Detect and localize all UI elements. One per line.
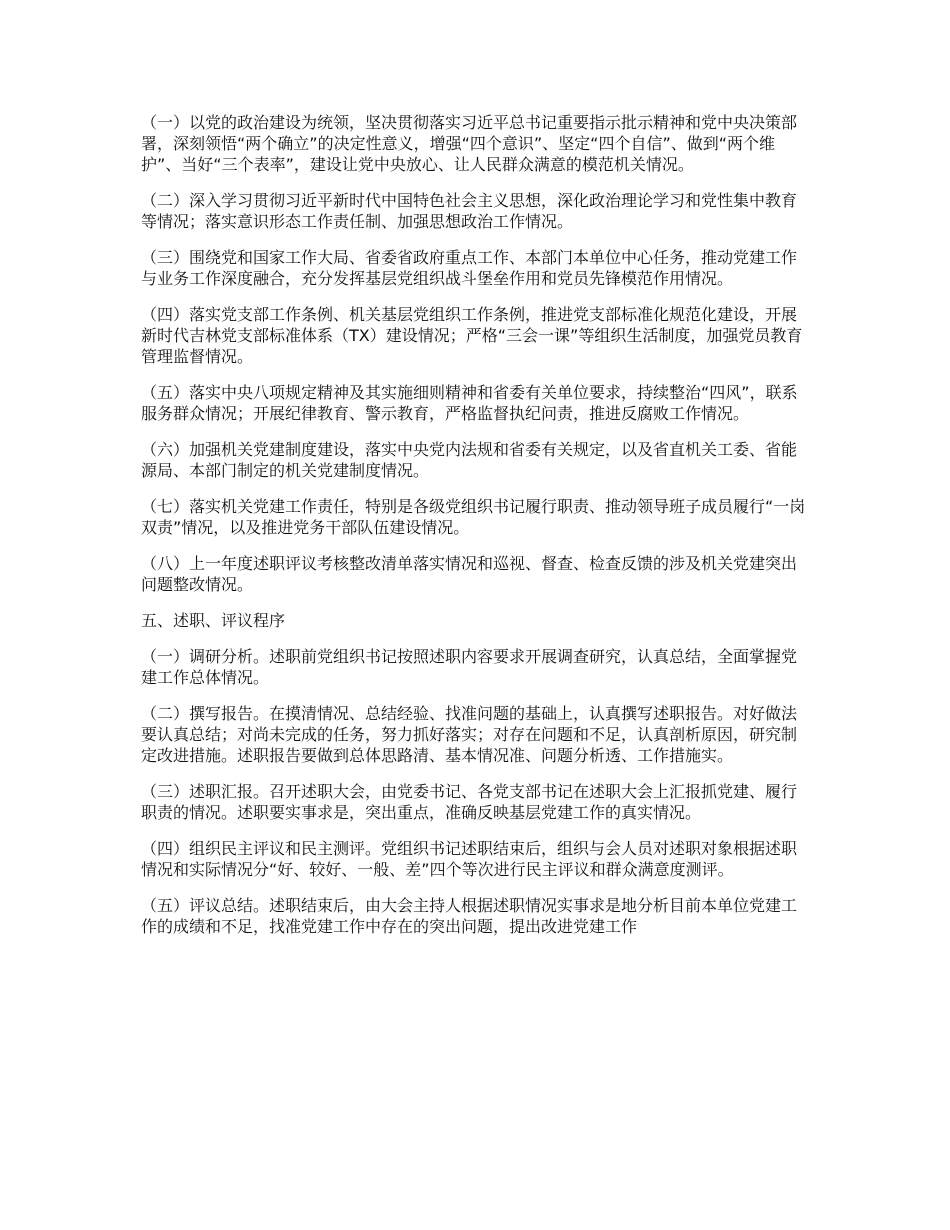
paragraph-4: （四）落实党支部工作条例、机关基层党组织工作条例，推进党支部标准化规范化建设，开展新时代吉林党支部标准体系（TX）建设情况；严格“三会一课”等组织生活制度，加强党员教育管理监督情况。 [141,305,803,366]
paragraph-5: （五）落实中央八项规定精神及其实施细则精神和省委有关单位要求，持续整治“四风”，联系服务群众情况；开展纪律教育、警示教育，严格监督执纪问责，推进反腐败工作情况。 [141,383,798,423]
paragraph-1: （一）以党的政治建设为统领，坚决贯彻落实习近平总书记重要指示批示精神和党中央决策部署，深刻领悟“两个确立”的决定性意义，增强“四个意识”、坚定“四个自信”、做到“两个维护”、当好“三个表率”，建设让党中央放心、让人民群众满意的模范机关情况。 [141,113,798,174]
paragraph-7: （七）落实机关党建工作责任，特别是各级党组织书记履行职责、推动领导班子成员履行“一岗双责”情况，以及推进党务干部队伍建设情况。 [141,497,806,537]
paragraph-10: （二）撰写报告。在摸清情况、总结经验、找准问题的基础上，认真撰写述职报告。对好做法要认真总结；对尚未完成的任务，努力抓好落实；对存在问题和不足，认真剖析原因，研究制定改进措施。述职报告要做到总体思路清、基本情况准、问题分析透、工作措施实。 [141,704,798,765]
paragraph-3: （三）围绕党和国家工作大局、省委省政府重点工作、本部门本单位中心任务，推动党建工作与业务工作深度融合，充分发挥基层党组织战斗堡垒作用和党员先锋模范作用情况。 [141,248,798,288]
paragraph-2: （二）深入学习贯彻习近平新时代中国特色社会主义思想，深化政治理论学习和党性集中教育等情况；落实意识形态工作责任制、加强思想政治工作情况。 [141,191,798,231]
paragraph-13: （五）评议总结。述职结束后，由大会主持人根据述职情况实事求是地分析目前本单位党建工作的成绩和不足，找准党建工作中存在的突出问题，提出改进党建工作 [141,896,798,936]
section-heading: 五、述职、评议程序 [141,611,286,630]
paragraph-9: （一）调研分析。述职前党组织书记按照述职内容要求开展调查研究，认真总结，全面掌握党建工作总体情况。 [141,647,798,687]
paragraph-8: （八）上一年度述职评议考核整改清单落实情况和巡视、督查、检查反馈的涉及机关党建突出问题整改情况。 [141,554,798,594]
paragraph-12: （四）组织民主评议和民主测评。党组织书记述职结束后，组织与会人员对述职对象根据述职情况和实际情况分“好、较好、一般、差”四个等次进行民主评议和群众满意度测评。 [141,839,798,879]
paragraph-6: （六）加强机关党建制度建设，落实中央党内法规和省委有关规定，以及省直机关工委、省能源局、本部门制定的机关党建制度情况。 [141,440,798,480]
document-body [141,112,811,952]
paragraph-11: （三）述职汇报。召开述职大会，由党委书记、各党支部书记在述职大会上汇报抓党建、履行职责的情况。述职要实事求是，突出重点，准确反映基层党建工作的真实情况。 [141,782,798,822]
